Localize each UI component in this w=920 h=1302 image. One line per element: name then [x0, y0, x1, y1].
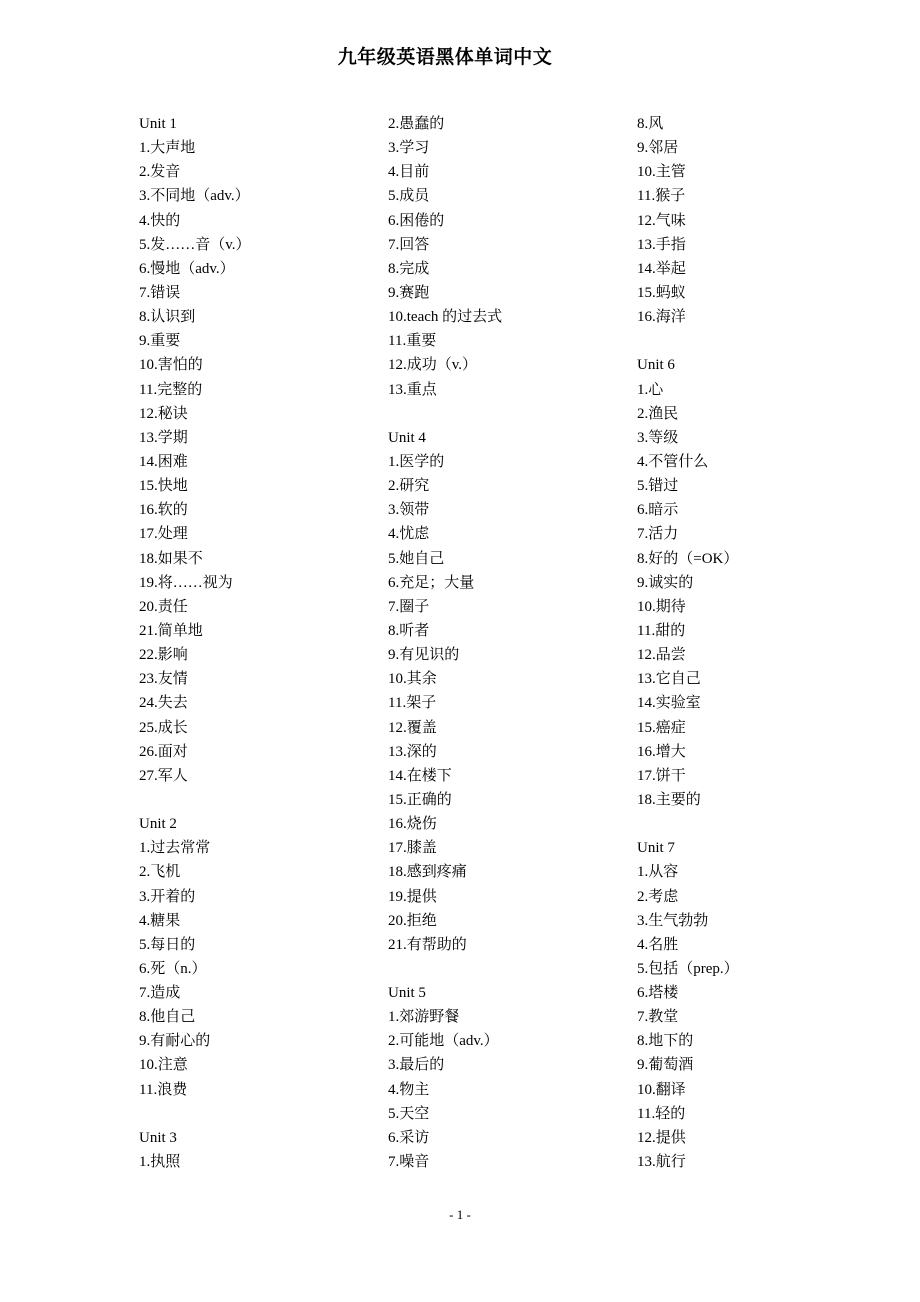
vocab-entry: 17.处理 [139, 526, 188, 543]
vocab-entry: 11.猴子 [637, 188, 686, 205]
vocab-entry: 10.主管 [637, 164, 686, 181]
vocab-entry: 14.困难 [139, 453, 188, 470]
vocab-entry: 21.简单地 [139, 622, 203, 639]
blank-line [139, 1102, 379, 1126]
vocab-entry: 7.回答 [388, 236, 430, 253]
vocab-entry: 16.烧伤 [388, 816, 437, 833]
blank-line [388, 957, 628, 981]
vocab-entry: 2.发音 [139, 164, 181, 181]
vocab-entry: 10.期待 [637, 598, 686, 615]
vocab-entry: 4.目前 [388, 164, 430, 181]
blank-line [388, 402, 628, 426]
vocab-entry: 6.慢地（adv.） [139, 260, 235, 277]
vocab-entry: 9.赛跑 [388, 284, 430, 301]
unit-heading: Unit 3 [139, 1129, 177, 1146]
blank-line [637, 812, 877, 836]
vocab-column-1 [139, 112, 379, 1174]
vocab-entry: 12.秘诀 [139, 405, 188, 422]
vocab-entry: 12.成功（v.） [388, 357, 478, 374]
vocab-entry: 20.责任 [139, 598, 188, 615]
vocab-entry: 9.重要 [139, 333, 181, 350]
vocab-entry: 11.重要 [388, 333, 437, 350]
vocab-entry: 9.诚实的 [637, 574, 694, 591]
vocab-entry: 8.他自己 [139, 1009, 196, 1026]
unit-heading: Unit 2 [139, 816, 177, 833]
vocab-entry: 3.不同地（adv.） [139, 188, 250, 205]
vocab-entry: 4.物主 [388, 1081, 430, 1098]
vocab-entry: 25.成长 [139, 719, 188, 736]
vocab-column-2 [388, 112, 628, 1174]
vocab-entry: 10.其余 [388, 671, 437, 688]
vocab-entry: 1.医学的 [388, 453, 445, 470]
vocab-entry: 3.等级 [637, 429, 679, 446]
vocab-entry: 6.充足；大量 [388, 574, 475, 591]
vocab-entry: 7.圈子 [388, 598, 430, 615]
vocab-entry: 3.生气勃勃 [637, 912, 709, 929]
vocab-entry: 8.地下的 [637, 1033, 694, 1050]
vocab-entry: 3.领带 [388, 502, 430, 519]
vocab-entry: 3.学习 [388, 140, 430, 157]
vocab-entry: 8.风 [637, 116, 664, 132]
vocab-entry: 2.愚蠢的 [388, 116, 445, 132]
vocab-entry: 4.快的 [139, 212, 181, 229]
vocab-entry: 6.采访 [388, 1129, 430, 1146]
vocab-entry: 4.名胜 [637, 936, 679, 953]
vocab-entry: 4.不管什么 [637, 453, 709, 470]
vocab-entry: 16.软的 [139, 502, 188, 519]
vocab-entry: 2.可能地（adv.） [388, 1033, 499, 1050]
vocab-entry: 5.成员 [388, 188, 430, 205]
vocab-entry: 21.有帮助的 [388, 936, 467, 953]
unit-heading: Unit 7 [637, 840, 675, 857]
vocab-entry: 10.teach 的过去式 [388, 309, 503, 326]
vocab-entry: 13.学期 [139, 429, 188, 446]
vocab-entry: 13.重点 [388, 381, 437, 398]
vocab-entry: 9.有见识的 [388, 647, 460, 664]
vocab-entry: 11.浪费 [139, 1081, 188, 1098]
vocab-entry: 15.癌症 [637, 719, 686, 736]
vocab-entry: 2.考虑 [637, 888, 679, 905]
vocab-entry: 6.暗示 [637, 502, 679, 519]
vocab-entry: 10.翻译 [637, 1081, 686, 1098]
vocab-entry: 6.塔楼 [637, 985, 679, 1002]
vocab-entry: 4.糖果 [139, 912, 181, 929]
vocab-entry: 6.困倦的 [388, 212, 445, 229]
vocab-entry: 11.轻的 [637, 1105, 686, 1122]
vocab-column-3 [637, 112, 877, 1174]
vocab-entry: 12.气味 [637, 212, 686, 229]
unit-heading: Unit 1 [139, 116, 177, 132]
page-number: - 1 - [449, 1207, 471, 1222]
vocab-entry: 8.好的（=OK） [637, 550, 739, 567]
vocab-entry: 18.感到疼痛 [388, 864, 467, 881]
vocab-entry: 7.错误 [139, 284, 181, 301]
vocab-entry: 10.害怕的 [139, 357, 203, 374]
vocab-entry: 12.品尝 [637, 647, 686, 664]
vocab-entry: 18.如果不 [139, 550, 203, 567]
vocab-entry: 2.研究 [388, 478, 430, 495]
vocab-entry: 8.完成 [388, 260, 430, 277]
vocab-entry: 24.失去 [139, 695, 188, 712]
vocab-entry: 12.提供 [637, 1129, 686, 1146]
vocab-entry: 2.飞机 [139, 864, 181, 881]
vocab-entry: 14.在楼下 [388, 767, 452, 784]
vocab-entry: 13.航行 [637, 1154, 686, 1171]
vocab-entry: 7.噪音 [388, 1154, 430, 1171]
vocab-entry: 7.教堂 [637, 1009, 679, 1026]
vocab-entry: 14.实验室 [637, 695, 701, 712]
vocab-entry: 1.郊游野餐 [388, 1009, 460, 1026]
blank-line [637, 329, 877, 353]
vocab-entry: 17.膝盖 [388, 840, 437, 857]
vocab-entry: 23.友情 [139, 671, 188, 688]
vocab-entry: 1.过去常常 [139, 840, 211, 857]
vocab-entry: 5.每日的 [139, 936, 196, 953]
vocab-entry: 9.邻居 [637, 140, 679, 157]
vocab-entry: 19.将……视为 [139, 574, 233, 591]
vocab-entry: 22.影响 [139, 647, 188, 664]
vocab-entry: 11.甜的 [637, 622, 686, 639]
vocab-entry: 19.提供 [388, 888, 437, 905]
vocab-entry: 1.从容 [637, 864, 679, 881]
vocab-entry: 1.心 [637, 381, 664, 398]
vocab-entry: 16.增大 [637, 743, 686, 760]
vocab-entry: 7.活力 [637, 526, 679, 543]
vocab-entry: 1.执照 [139, 1154, 181, 1171]
vocab-entry: 8.听者 [388, 622, 430, 639]
vocab-entry: 5.发……音（v.） [139, 236, 251, 253]
vocab-entry: 17.饼干 [637, 767, 686, 784]
vocab-entry: 4.忧虑 [388, 526, 430, 543]
unit-heading: Unit 6 [637, 357, 675, 374]
vocab-entry: 13.深的 [388, 743, 437, 760]
unit-heading: Unit 4 [388, 429, 426, 446]
vocab-entry: 8.认识到 [139, 309, 196, 326]
vocab-entry: 5.天空 [388, 1105, 430, 1122]
page-title: 九年级英语黑体单词中文 [337, 46, 553, 68]
vocab-entry: 5.包括（prep.） [637, 960, 739, 977]
vocab-entry: 9.葡萄酒 [637, 1057, 694, 1074]
vocab-entry: 15.蚂蚁 [637, 284, 686, 301]
vocab-entry: 26.面对 [139, 743, 188, 760]
vocab-entry: 12.覆盖 [388, 719, 437, 736]
vocab-entry: 16.海洋 [637, 309, 686, 326]
vocab-entry: 15.快地 [139, 478, 188, 495]
vocab-entry: 20.拒绝 [388, 912, 437, 929]
vocab-entry: 13.手指 [637, 236, 686, 253]
vocab-entry: 11.完整的 [139, 381, 203, 398]
vocab-entry: 3.最后的 [388, 1057, 445, 1074]
vocab-entry: 9.有耐心的 [139, 1033, 211, 1050]
vocab-entry: 2.渔民 [637, 405, 679, 422]
vocab-entry: 15.正确的 [388, 791, 452, 808]
vocab-entry: 14.举起 [637, 260, 686, 277]
vocab-entry: 13.它自己 [637, 671, 701, 688]
vocab-entry: 7.造成 [139, 985, 181, 1002]
vocab-entry: 5.错过 [637, 478, 679, 495]
vocab-entry: 1.大声地 [139, 140, 196, 157]
vocab-entry: 6.死（n.） [139, 960, 207, 977]
blank-line [139, 788, 379, 812]
vocab-entry: 18.主要的 [637, 791, 701, 808]
vocab-entry: 5.她自己 [388, 550, 445, 567]
vocab-entry: 3.开着的 [139, 888, 196, 905]
vocab-entry: 27.军人 [139, 767, 188, 784]
vocab-entry: 10.注意 [139, 1057, 188, 1074]
unit-heading: Unit 5 [388, 985, 426, 1002]
vocab-entry: 11.架子 [388, 695, 437, 712]
